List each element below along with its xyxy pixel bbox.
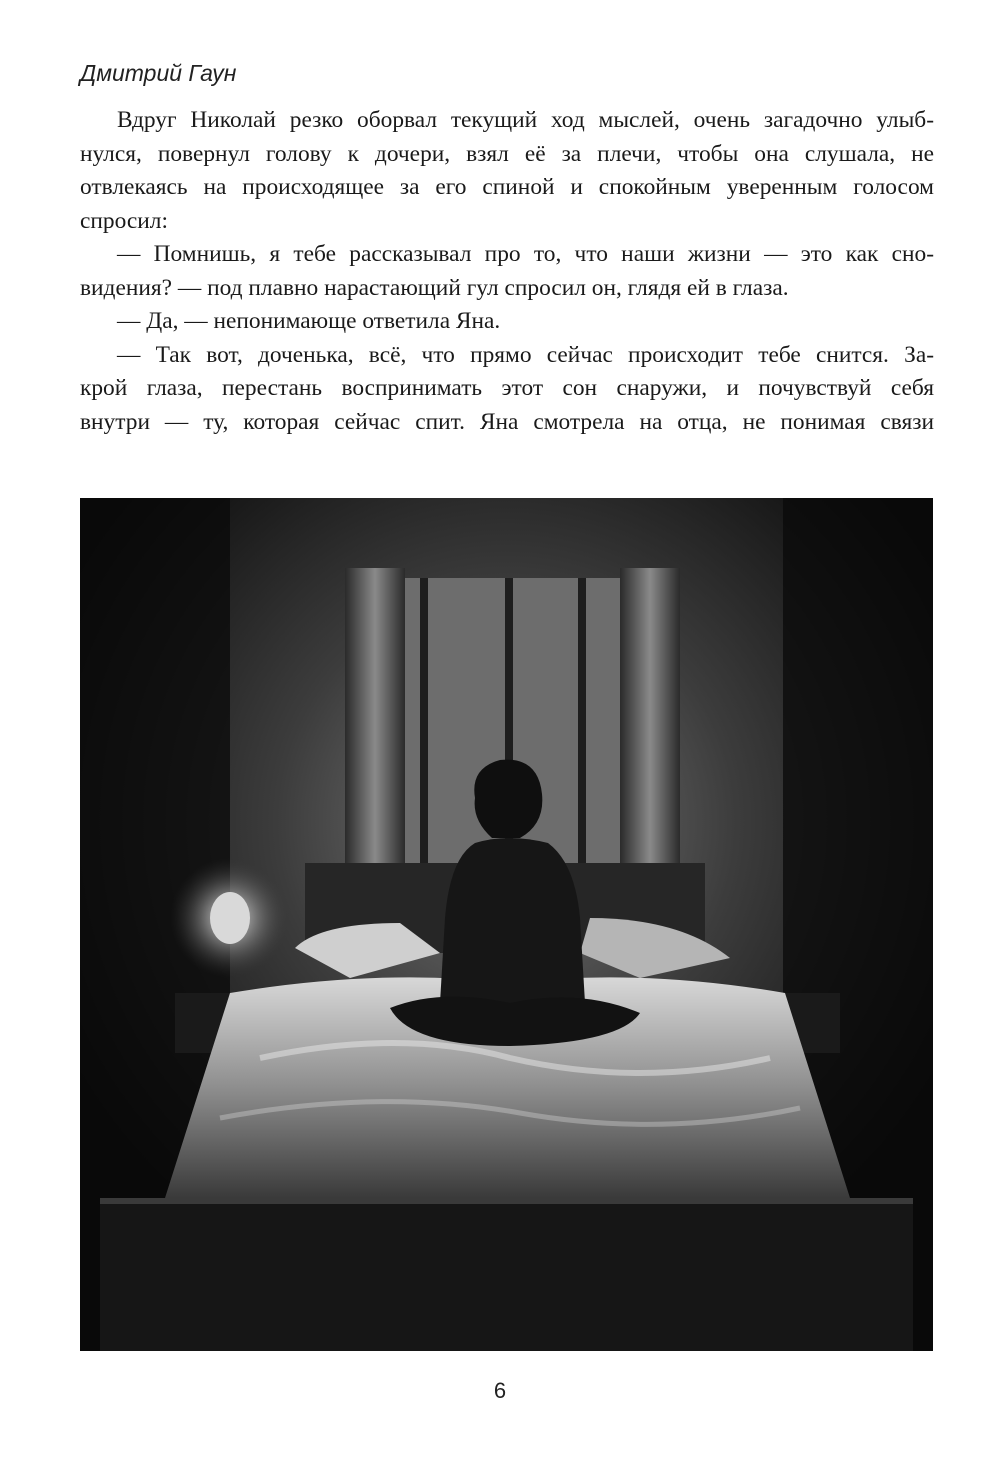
body-text	[80, 104, 934, 439]
page-number: 6	[493, 1378, 507, 1403]
paragraph-1	[80, 104, 934, 238]
girl-sitting-on-bed-at-night-icon	[80, 498, 933, 1351]
paragraph-4	[80, 339, 934, 440]
text-line: — Помнишь, я тебе рассказывал про то, что наши жизни — это как сно-	[117, 241, 934, 267]
text-line: — Так вот, доченька, всё, что прямо сейчас происходит тебе снится. За-	[117, 341, 934, 368]
paragraph-2	[80, 238, 934, 305]
text-line: Вдруг Николай резко оборвал текущий ход мыслей, очень загадочно улыб-	[117, 107, 934, 133]
text-line: нулся, повернул голову к дочери, взял её за плечи, чтобы она слушала, не	[80, 140, 934, 167]
text-line: внутри — ту, которая сейчас спит. Яна смотрела на отца, не понимая связи	[80, 408, 934, 435]
text-line: крой глаза, перестань воспринимать этот сон снаружи, и почувствуй себя	[80, 375, 934, 401]
text-line: видения? — под плавно нарастающий гул спросил он, глядя ей в глаза.	[80, 274, 789, 301]
running-head: Дмитрий Гаун	[80, 60, 237, 86]
bedroom-illustration	[80, 498, 933, 1351]
text-line: отвлекаясь на происходящее за его спиной и спокойным уверенным голосом	[80, 174, 934, 200]
text-line: спросил:	[80, 207, 168, 234]
text-line: — Да, — непонимающе ответила Яна.	[117, 308, 501, 334]
paragraph-3	[80, 305, 934, 339]
